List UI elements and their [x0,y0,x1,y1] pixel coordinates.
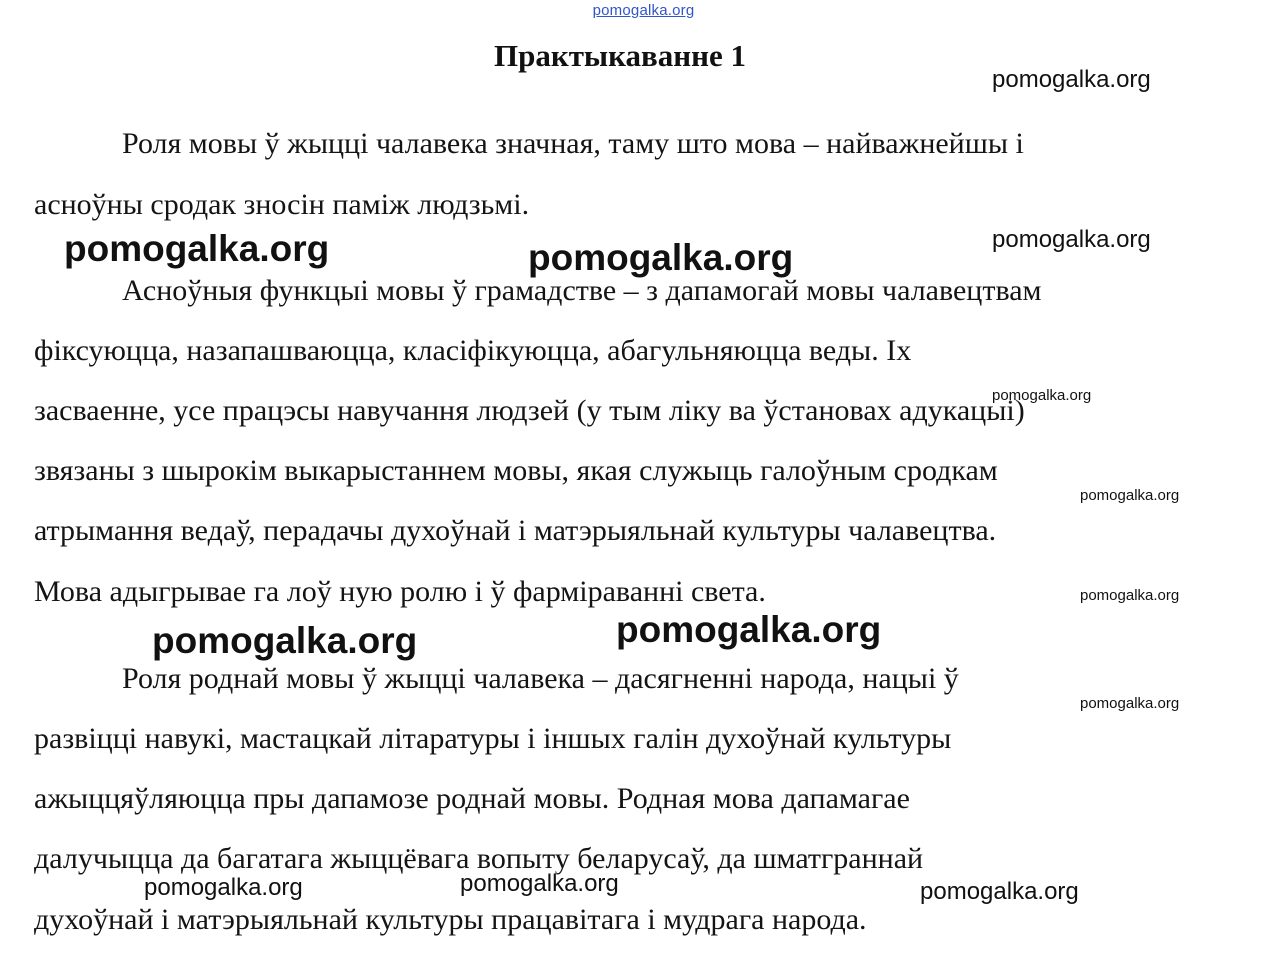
watermark: pomogalka.org [920,878,1079,905]
watermark: pomogalka.org [616,609,882,650]
watermark: pomogalka.org [992,66,1151,93]
text-line: развіцці навукі, мастацкай літаратуры і іншых галін духоўнай культуры [34,722,952,755]
site-header-link[interactable]: pomogalka.org [592,2,695,19]
watermark: pomogalka.org [144,874,303,901]
text-line: Роля мовы ў жыцці чалавека значная, таму што мова – найважнейшы і [122,127,1024,160]
text-line: Роля роднай мовы ў жыцці чалавека – дасягненні народа, нацыі ў [122,662,959,695]
watermark: pomogalka.org [64,228,330,269]
text-line: засваенне, усе працэсы навучання людзей (у тым ліку ва ўстановах адукацыі) [34,394,1025,427]
watermark: pomogalka.org [460,870,619,897]
text-line: атрымання ведаў, перадачы духоўнай і матэрыяльнай культуры чалавецтва. [34,514,997,547]
watermark: pomogalka.org [992,387,1092,404]
watermark: pomogalka.org [528,237,794,278]
text-line: звязаны з шырокім выкарыстаннем мовы, якая служыць галоўным сродкам [34,454,998,487]
text-line: далучыцца да багатага жыццёвага вопыту беларусаў, да шматграннай [34,842,924,875]
watermark: pomogalka.org [1080,695,1180,712]
watermark: pomogalka.org [152,620,418,661]
text-line: духоўнай і матэрыяльнай культуры працавітага і мудрага народа. [34,903,867,936]
text-line: Асноўныя функцыі мовы ў грамадстве – з дапамогай мовы чалавецтвам [122,274,1042,307]
page-title: Практыкаванне 1 [493,38,746,73]
text-line: Мова адыгрывае га лоў ную ролю і ў фарміраванні света. [34,575,766,608]
watermark: pomogalka.org [992,226,1151,253]
text-line: ажыццяўляюцца пры дапамозе роднай мовы. Родная мова дапамагае [34,782,910,815]
watermark: pomogalka.org [1080,587,1180,604]
text-line: асноўны сродак зносін паміж людзьмі. [34,188,530,221]
watermark: pomogalka.org [1080,487,1180,504]
text-line: фіксуюцца, назапашваюцца, класіфікуюцца, абагульняюцца веды. Іх [34,334,912,367]
